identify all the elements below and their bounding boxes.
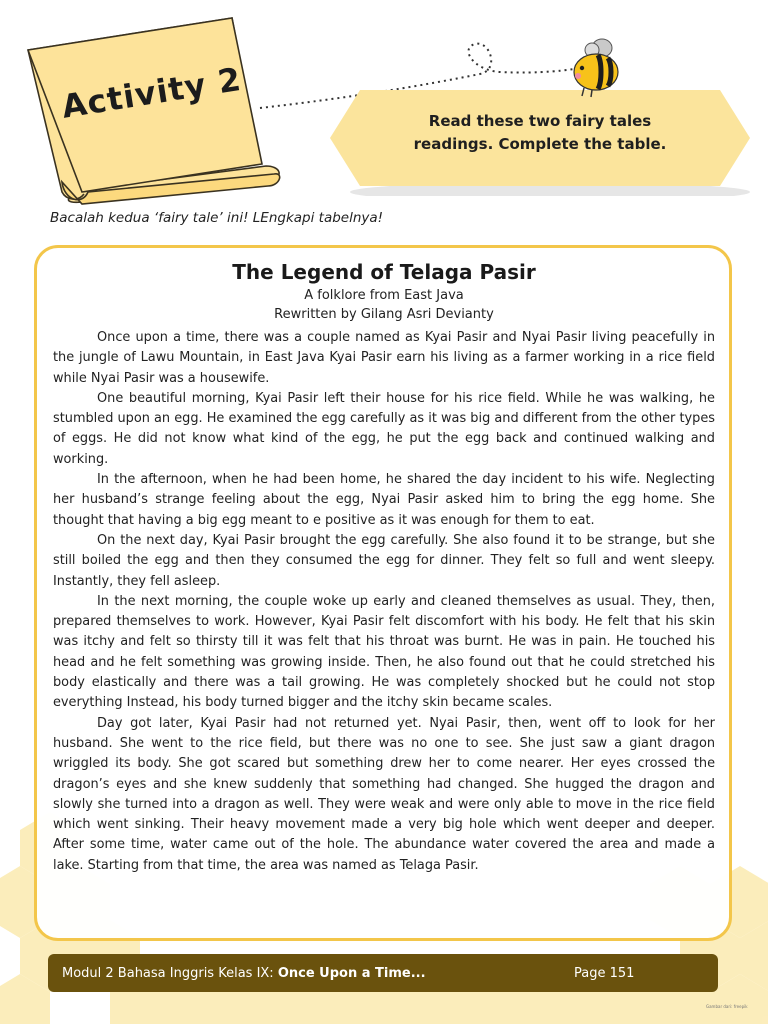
activity-title: Activity 2 [59, 59, 245, 126]
footer-bar [48, 954, 718, 992]
story-title: The Legend of Telaga Pasir [232, 260, 536, 284]
story-paragraph: One beautiful morning, Kyai Pasir left their house for his rice field. While he was walking, he stumbled upon an egg. He examined the egg carefully as it was big and different from the other types of eggs. He did not know what kind of the egg, he put the egg back and continued walking and working. [53, 390, 715, 467]
instruction-text: Read these two fairy tales readings. Complete the table. [413, 112, 667, 153]
bee-icon [566, 36, 626, 98]
story-paragraph: Once upon a time, there was a couple named as Kyai Pasir and Nyai Pasir living peacefully in the jungle of Lawu Mountain, in East Java Kyai Pasir earn his living as a farmer working in a rice field while Nyai Pasir was a housewife. [53, 330, 715, 386]
instruction-indonesian: Bacalah kedua ‘fairy tale’ ini! LEngkapi tabelnya! [50, 210, 384, 226]
story-author: Rewritten by Gilang Asri Devianty [274, 307, 494, 322]
footer-module-title: Once Upon a Time... [277, 965, 426, 981]
page-number: Page 151 [574, 965, 635, 981]
image-credit: Gambar dari: freepik [706, 1004, 748, 1009]
story-paragraph: In the next morning, the couple woke up early and cleaned themselves as usual. They, then, prepared themselves to work. However, Kyai Pasir felt discomfort with his body. He felt that his skin was itchy and felt so thirsty till it was felt that his throat was burnt. He was in pain. He touched his head and he felt something was growing inside. Then, he also found out that he could stretched his body elastically and there was a tail growing. He was completely shocked but he could not stop everything Instead, his body turned bigger and the itchy skin became scales. [53, 593, 715, 711]
story-body [53, 328, 715, 876]
footer-module: Modul 2 Bahasa Inggris Kelas IX: Once Upon a Time... [62, 965, 426, 981]
story-paragraph: Day got later, Kyai Pasir had not returned yet. Nyai Pasir, then, went off to look for her husband. She went to the rice field, but there was no one to see. She just saw a giant dragon wriggled its body. She got scared but something drew her to come nearer. Her eyes crossed the dragon’s eyes and she knew suddenly that something had changed. She hugged the dragon and slowly she turned into a dragon as well. They were weak and were only able to move in the rice field which went sinking. Their heavy movement made a very big hole which went deeper and deeper. After some time, water came out of the hole. The abundance water covered the area and made a lake. Starting from that time, the area was named as Telaga Pasir. [53, 715, 715, 873]
story-paragraph: On the next day, Kyai Pasir brought the egg carefully. She also found it to be strange, but she still boiled the egg and then they consumed the egg for dinner. They felt so full and went sleepy. Instantly, they fell asleep. [53, 532, 715, 589]
story-card [34, 245, 732, 941]
story-origin: A folklore from East Java [304, 288, 464, 303]
story-paragraph: In the afternoon, when he had been home, he shared the day incident to his wife. Neglecting her husband’s strange feeling about the egg, Nyai Pasir asked him to bring the egg home. She thought that having a big egg meant to e positive as it was enough for them to eat. [53, 472, 715, 528]
